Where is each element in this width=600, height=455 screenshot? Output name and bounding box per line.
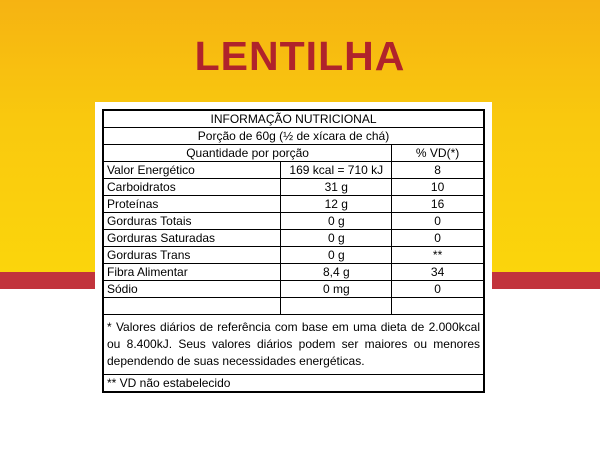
table-heading: INFORMAÇÃO NUTRICIONAL — [103, 110, 484, 128]
nutrient-quantity: 0 g — [281, 230, 392, 247]
nutrient-vd — [392, 298, 484, 315]
nutrient-name: Gorduras Totais — [103, 213, 281, 230]
footnote-daily-values: * Valores diários de referência com base em uma dieta de 2.000kcal ou 8.400kJ. Seus valores diários podem ser maiores ou menores dependendo de suas necessidades energéticas. — [103, 315, 484, 375]
nutrient-vd: 16 — [392, 196, 484, 213]
nutrient-quantity: 169 kcal = 710 kJ — [281, 162, 392, 179]
table-row — [103, 247, 484, 264]
page-title: LENTILHA — [194, 33, 406, 79]
nutrient-quantity: 0 g — [281, 213, 392, 230]
table-row — [103, 264, 484, 281]
footnote-vd-not-established: ** VD não estabelecido — [103, 375, 484, 393]
table-row — [103, 230, 484, 247]
table-row — [103, 162, 484, 179]
column-header-quantity: Quantidade por porção — [103, 145, 392, 162]
nutrient-name: Proteínas — [103, 196, 281, 213]
nutrient-quantity: 0 g — [281, 247, 392, 264]
nutrient-vd: 34 — [392, 264, 484, 281]
nutrient-vd: 8 — [392, 162, 484, 179]
nutrient-name: Carboidratos — [103, 179, 281, 196]
nutrition-panel — [95, 102, 492, 395]
nutrient-name: Gorduras Saturadas — [103, 230, 281, 247]
footnote-row — [103, 315, 484, 375]
nutrient-quantity: 0 mg — [281, 281, 392, 298]
footnote-row — [103, 375, 484, 393]
nutrient-vd: 10 — [392, 179, 484, 196]
table-row — [103, 213, 484, 230]
nutrient-vd: 0 — [392, 281, 484, 298]
nutrient-vd: 0 — [392, 230, 484, 247]
nutrient-vd: 0 — [392, 213, 484, 230]
column-header-vd: % VD(*) — [392, 145, 484, 162]
nutrient-name: Fibra Alimentar — [103, 264, 281, 281]
table-row — [103, 196, 484, 213]
table-row — [103, 281, 484, 298]
table-column-header-row — [103, 145, 484, 162]
nutrient-quantity: 12 g — [281, 196, 392, 213]
table-heading-row — [103, 110, 484, 128]
portion-size: Porção de 60g (½ de xícara de chá) — [103, 128, 484, 145]
nutrient-name: Gorduras Trans — [103, 247, 281, 264]
nutrient-name: Valor Energético — [103, 162, 281, 179]
nutrient-name: Sódio — [103, 281, 281, 298]
nutrient-name — [103, 298, 281, 315]
table-row-empty — [103, 298, 484, 315]
nutrition-table — [102, 109, 485, 393]
nutrient-quantity — [281, 298, 392, 315]
nutrient-quantity: 31 g — [281, 179, 392, 196]
nutrient-vd: ** — [392, 247, 484, 264]
table-portion-row — [103, 128, 484, 145]
nutrient-quantity: 8,4 g — [281, 264, 392, 281]
table-row — [103, 179, 484, 196]
